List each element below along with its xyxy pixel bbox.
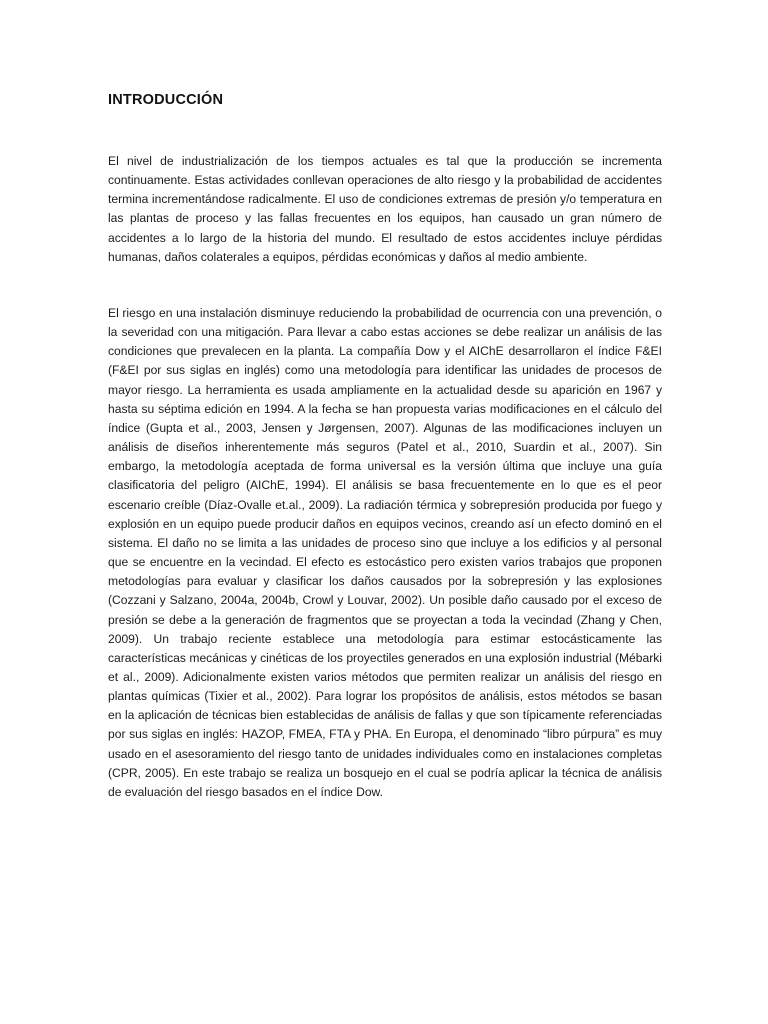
paragraph-2: El riesgo en una instalación disminuye reduciendo la probabilidad de ocurrencia con una prevención, o la severidad con una mitigación. Para llevar a cabo estas acciones se debe realizar un análisis de las condiciones que prevalecen en la planta. La compañía Dow y el AIChE desarrollaron el índice F&EI (F&EI por sus siglas en inglés) como una metodología para identificar las unidades de procesos de mayor riesgo. La herramienta es usada ampliamente en la actualidad desde su aparición en 1967 y hasta su séptima edición en 1994. A la fecha se han propuesta varias modificaciones en el cálculo del índice (Gupta et al., 2003, Jensen y Jørgensen, 2007). Algunas de las modificaciones incluyen un análisis de diseños inherentemente más seguros (Patel et al., 2010, Suardin et al., 2007). Sin embargo, la metodología aceptada de forma universal es la versión última que incluye una guía clasificatoria del peligro (AIChE, 1994). El análisis se basa frecuentemente en lo que es el peor escenario creíble (Díaz-Ovalle et.al., 2009). La radiación térmica y sobrepresión producida por fuego y explosión en un equipo puede producir daños en equipos vecinos, creando así un efecto dominó en el sistema. El daño no se limita a las unidades de proceso sino que incluye a los edificios y al personal que se encuentre en la vecindad. El efecto es estocástico pero existen varios trabajos que proponen metodologías para evaluar y clasificar los daños causados por la sobrepresión y las explosiones (Cozzani y Salzano, 2004a, 2004b, Crowl y Louvar, 2002). Un posible daño causado por el exceso de presión se debe a la generación de fragmentos que se proyectan a toda la vecindad (Zhang y Chen, 2009). Un trabajo reciente establece una metodología para estimar estocásticamente las características mecánicas y cinéticas de los proyectiles generados en una explosión industrial (Mébarki et al., 2009). Adicionalmente existen varios métodos que permiten realizar un análisis del riesgo en plantas químicas (Tixier et al., 2002). Para lograr los propósitos de análisis, estos métodos se basan en la aplicación de técnicas bien establecidas de análisis de fallas y que son típicamente referenciadas por sus siglas en inglés: HAZOP, FMEA, FTA y PHA. En Europa, el denominado “libro púrpura” es muy usado en el asesoramiento del riesgo tanto de unidades individuales como en instalaciones completas (CPR, 2005). En este trabajo se realiza un bosquejo en el cual se podría aplicar la técnica de análisis de evaluación del riesgo basados en el índice Dow. <box>108 306 662 799</box>
paragraph-1: El nivel de industrialización de los tiempos actuales es tal que la producción se incrementa continuamente. Estas actividades conllevan operaciones de alto riesgo y la probabilidad de accidentes termina incrementándose radicalmente. El uso de condiciones extremas de presión y/o temperatura en las plantas de proceso y las fallas frecuentes en los equipos, han causado un gran número de accidentes a lo largo de la historia del mundo. El resultado de estos accidentes incluye pérdidas humanas, daños colaterales a equipos, pérdidas económicas y daños al medio ambiente. <box>108 154 662 264</box>
section-heading: INTRODUCCIÓN <box>108 92 224 108</box>
